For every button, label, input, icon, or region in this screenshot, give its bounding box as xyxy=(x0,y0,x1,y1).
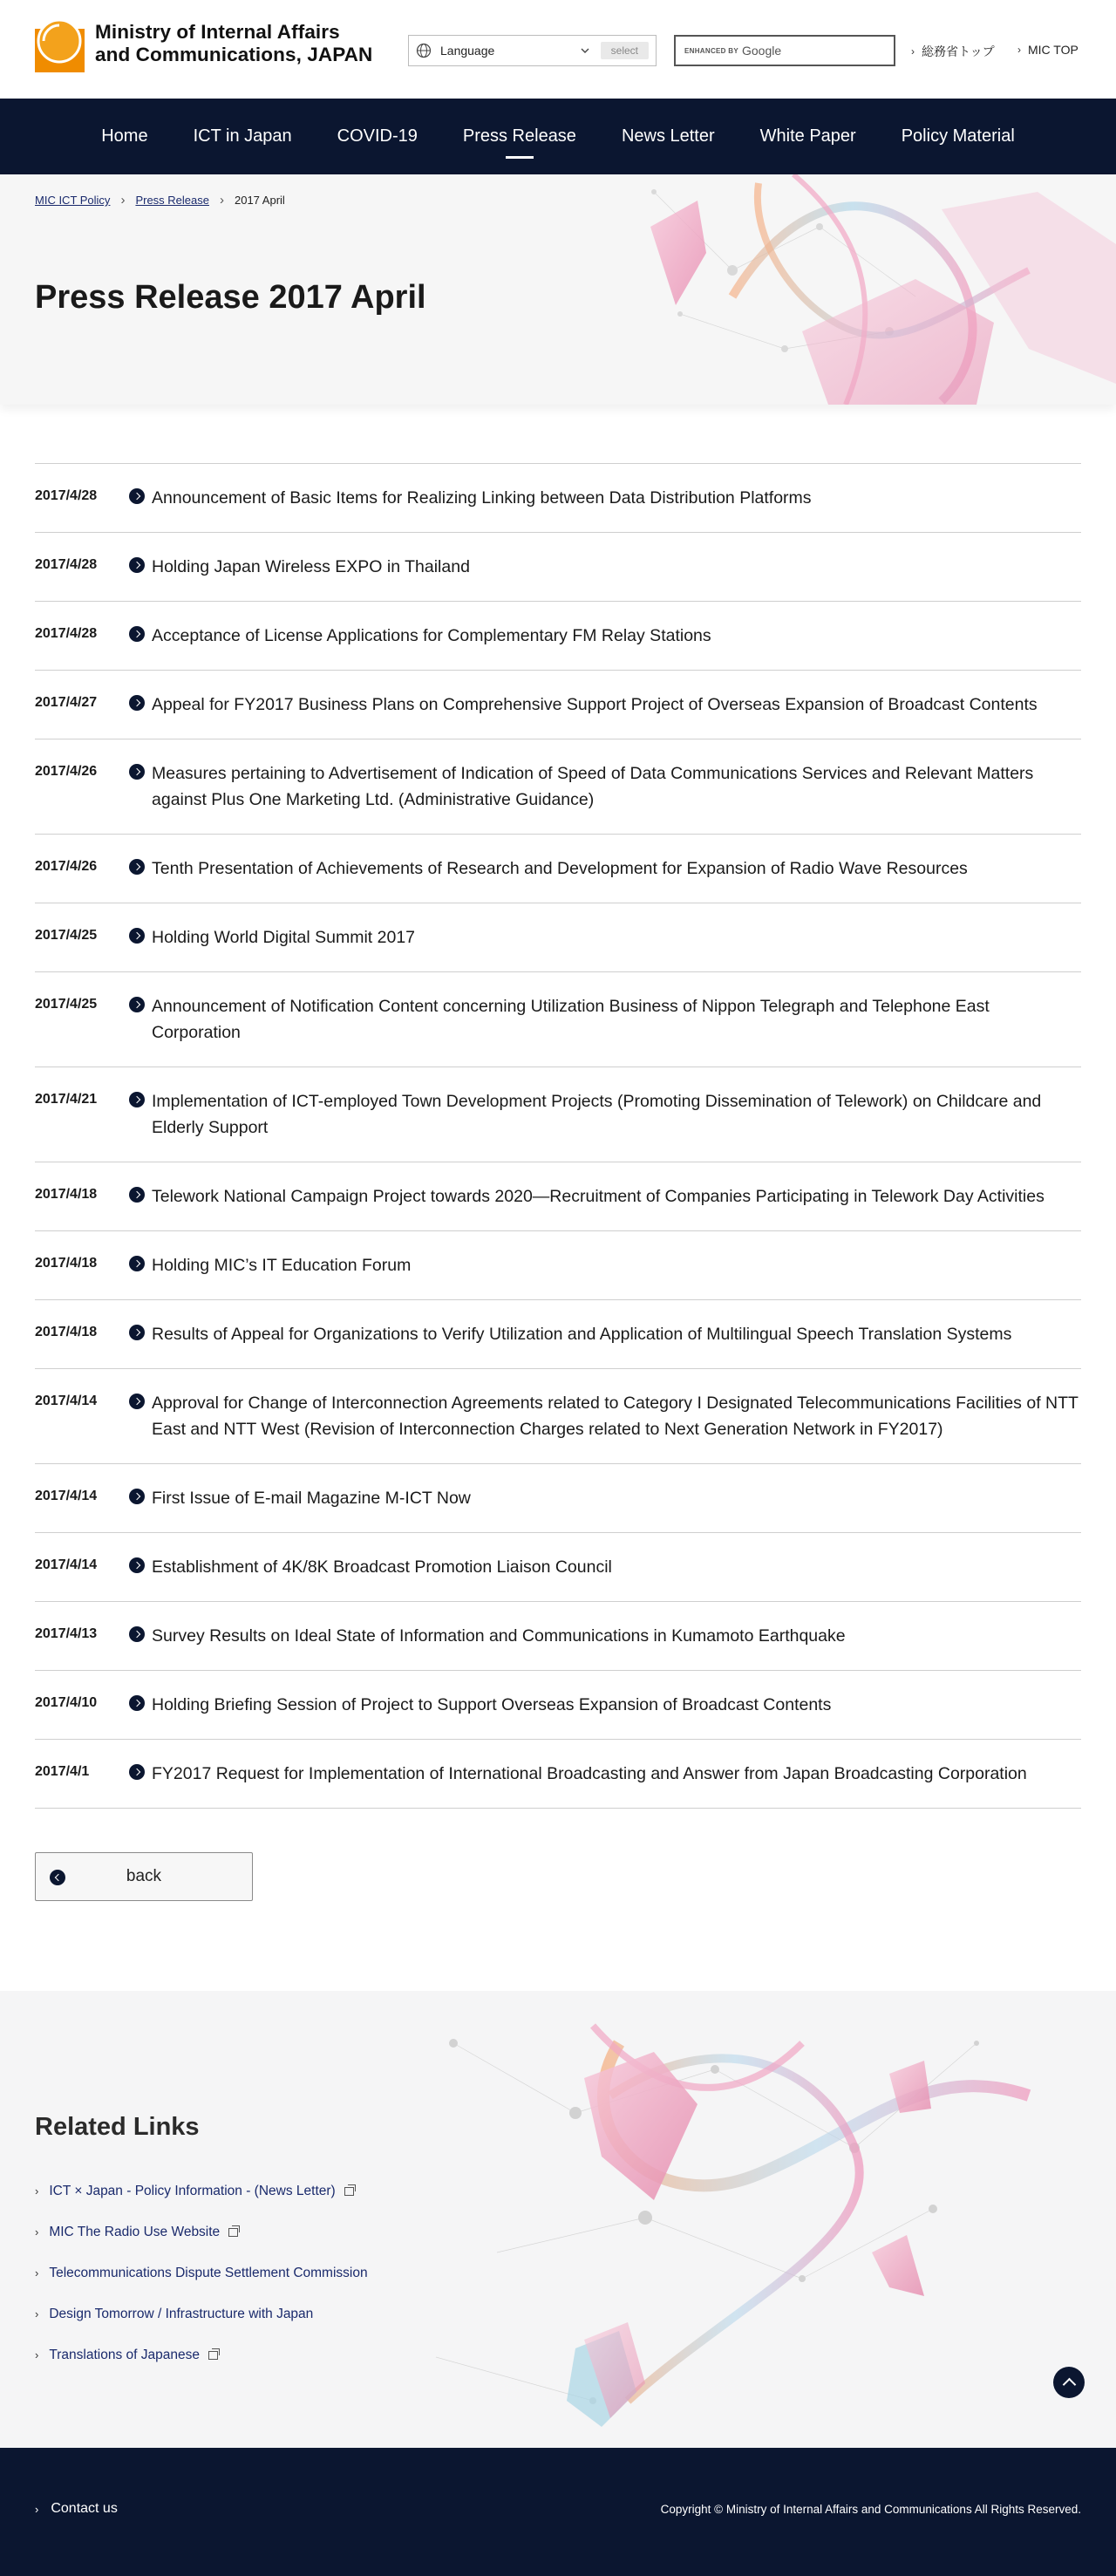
press-release-title-link[interactable]: Establishment of 4K/8K Broadcast Promotion Liaison Council xyxy=(152,1557,612,1577)
contact-us-label: Contact us xyxy=(51,2501,118,2516)
press-release-date: 2017/4/28 xyxy=(35,626,98,641)
chevron-right-icon xyxy=(129,626,145,642)
press-release-title-link[interactable]: Acceptance of License Applications for Complementary FM Relay Stations xyxy=(152,626,711,645)
chevron-right-icon xyxy=(129,1764,145,1780)
mic-top-link[interactable] xyxy=(1017,43,1079,57)
search-google-label: Google xyxy=(741,44,782,58)
press-release-title-link[interactable]: Approval for Change of Interconnection Agreements related to Category I Designated Telecommunications Facilities of NTT East and NTT West (Revision of Interconnection Charges related to Next Generation Network in FY2017) xyxy=(152,1394,1079,1439)
ministry-name-line2: and Communications, JAPAN xyxy=(95,44,373,65)
language-label: Language xyxy=(440,44,495,58)
press-release-title-link[interactable]: Implementation of ICT-employed Town Development Projects (Promoting Dissemination of Telework) on Childcare and Elderly Support xyxy=(152,1092,1042,1137)
press-release-row[interactable] xyxy=(35,1162,1081,1231)
nav-item-white-paper[interactable]: White Paper xyxy=(759,126,856,146)
breadcrumb-link-mic-ict-policy[interactable]: MIC ICT Policy xyxy=(35,194,111,207)
mic-logo[interactable] xyxy=(35,15,372,72)
press-release-date: 2017/4/25 xyxy=(35,928,98,943)
language-select-button[interactable]: select xyxy=(601,42,649,59)
chevron-left-icon xyxy=(50,1870,65,1885)
press-release-row[interactable] xyxy=(35,972,1081,1067)
chevron-right-icon xyxy=(129,695,145,711)
press-release-list xyxy=(35,463,1081,1809)
press-release-title-link[interactable]: Holding MIC’s IT Education Forum xyxy=(152,1256,412,1275)
site-footer xyxy=(0,2448,1116,2576)
press-release-row[interactable] xyxy=(35,903,1081,972)
press-release-date: 2017/4/21 xyxy=(35,1092,98,1107)
external-window-icon xyxy=(208,2351,218,2360)
ministry-name xyxy=(95,21,372,66)
language-selector[interactable] xyxy=(408,35,657,66)
chevron-right-icon: › xyxy=(1017,44,1021,56)
related-link-label: Design Tomorrow / Infrastructure with Japan xyxy=(49,2306,314,2321)
press-release-date: 2017/4/13 xyxy=(35,1626,98,1641)
press-release-date: 2017/4/26 xyxy=(35,859,98,874)
decorative-geometric-art-icon xyxy=(366,1991,1116,2448)
related-link-item[interactable] xyxy=(35,2293,368,2334)
chevron-right-icon: › xyxy=(35,2225,39,2239)
nav-item-policy-material[interactable]: Policy Material xyxy=(901,126,1015,146)
chevron-right-icon xyxy=(129,997,145,1012)
breadcrumb-current: 2017 April xyxy=(234,194,285,207)
breadcrumb xyxy=(35,193,285,208)
press-release-title-link[interactable]: Announcement of Basic Items for Realizing Linking between Data Distribution Platforms xyxy=(152,488,812,508)
breadcrumb-link-press-release[interactable]: Press Release xyxy=(135,194,209,207)
related-links-heading: Related Links xyxy=(35,2113,200,2141)
press-release-date: 2017/4/10 xyxy=(35,1695,98,1710)
back-button-wrap xyxy=(0,1809,1116,1991)
chevron-right-icon xyxy=(129,928,145,944)
press-release-title-link[interactable]: Holding World Digital Summit 2017 xyxy=(152,928,416,947)
press-release-title-link[interactable]: Telework National Campaign Project towards 2020—Recruitment of Companies Participating in Telework Day Activities xyxy=(152,1187,1045,1206)
press-release-row[interactable] xyxy=(35,1533,1081,1602)
press-release-title-link[interactable]: Survey Results on Ideal State of Information and Communications in Kumamoto Earthquake xyxy=(152,1626,846,1646)
external-window-icon xyxy=(344,2187,354,2196)
chevron-right-icon xyxy=(129,1557,145,1573)
related-link-item[interactable] xyxy=(35,2252,368,2293)
mic-top-label: MIC TOP xyxy=(1028,43,1079,57)
related-links-list xyxy=(35,2171,368,2375)
nav-item-news-letter[interactable]: News Letter xyxy=(621,126,715,146)
chevron-right-icon xyxy=(129,1489,145,1504)
chevron-right-icon: › xyxy=(35,2348,39,2361)
press-release-row[interactable] xyxy=(35,1300,1081,1369)
press-release-row[interactable] xyxy=(35,1231,1081,1300)
press-release-row[interactable] xyxy=(35,1369,1081,1464)
related-link-item[interactable] xyxy=(35,2334,368,2375)
press-release-row[interactable] xyxy=(35,835,1081,903)
copyright-text: Copyright © Ministry of Internal Affairs and Communications All Rights Reserved. xyxy=(660,2503,1081,2516)
press-release-row[interactable] xyxy=(35,739,1081,835)
external-window-icon xyxy=(228,2228,238,2237)
press-release-title-link[interactable]: Appeal for FY2017 Business Plans on Comprehensive Support Project of Overseas Expansion of Broadcast Contents xyxy=(152,695,1038,714)
press-release-date: 2017/4/26 xyxy=(35,764,98,779)
soumu-top-link[interactable] xyxy=(911,43,995,60)
chevron-right-icon: › xyxy=(35,2184,39,2198)
chevron-right-icon xyxy=(129,859,145,875)
chevron-right-icon: › xyxy=(35,2266,39,2280)
back-button[interactable] xyxy=(35,1852,253,1901)
press-release-title-link[interactable]: Announcement of Notification Content concerning Utilization Business of Nippon Telegraph and Telephone East Corporation xyxy=(152,997,990,1042)
global-nav xyxy=(0,99,1116,174)
globe-icon xyxy=(416,43,432,58)
press-release-date: 2017/4/28 xyxy=(35,488,98,503)
contact-us-link[interactable] xyxy=(35,2501,118,2517)
related-links-section xyxy=(0,1991,1116,2448)
chevron-right-icon xyxy=(129,488,145,504)
decorative-geometric-art-icon xyxy=(628,174,1116,405)
search-enhanced-label: ENHANCED BY xyxy=(684,46,738,55)
press-release-title-link[interactable]: Holding Japan Wireless EXPO in Thailand xyxy=(152,557,470,576)
chevron-right-icon xyxy=(129,1092,145,1107)
press-release-date: 2017/4/14 xyxy=(35,1489,98,1503)
press-release-date: 2017/4/18 xyxy=(35,1256,98,1271)
press-release-title-link[interactable]: Results of Appeal for Organizations to Verify Utilization and Application of Multilingual Speech Translation Systems xyxy=(152,1325,1012,1344)
related-link-label: Translations of Japanese xyxy=(49,2347,200,2362)
press-release-row[interactable] xyxy=(35,671,1081,739)
soumu-top-label: 総務省トップ xyxy=(922,44,995,58)
related-link-label: Telecommunications Dispute Settlement Commission xyxy=(49,2265,368,2280)
press-release-date: 2017/4/14 xyxy=(35,1557,98,1572)
press-release-row[interactable] xyxy=(35,1067,1081,1162)
press-release-date: 2017/4/18 xyxy=(35,1325,98,1339)
chevron-right-icon xyxy=(129,1695,145,1711)
related-link-item[interactable] xyxy=(35,2171,368,2211)
back-button-label: back xyxy=(126,1867,162,1885)
chevron-right-icon xyxy=(129,1325,145,1340)
chevron-right-icon xyxy=(129,764,145,780)
related-link-label: ICT × Japan - Policy Information - (News Letter) xyxy=(49,2183,336,2198)
chevron-right-icon xyxy=(129,1256,145,1271)
press-release-date: 2017/4/28 xyxy=(35,557,98,572)
chevron-right-icon xyxy=(129,557,145,573)
nav-item-press-release[interactable]: Press Release xyxy=(440,99,599,174)
chevron-right-icon: › xyxy=(35,2307,39,2320)
press-release-date: 2017/4/25 xyxy=(35,997,98,1012)
breadcrumb-separator-icon: › xyxy=(219,193,224,208)
press-release-title-link[interactable]: Holding Briefing Session of Project to Support Overseas Expansion of Broadcast Contents xyxy=(152,1695,832,1714)
press-release-date: 2017/4/1 xyxy=(35,1764,90,1779)
press-release-date: 2017/4/18 xyxy=(35,1187,98,1202)
press-release-row[interactable] xyxy=(35,1740,1081,1809)
breadcrumb-separator-icon: › xyxy=(120,193,126,208)
press-release-title-link[interactable]: First Issue of E-mail Magazine M-ICT Now xyxy=(152,1489,471,1508)
page-top-button[interactable] xyxy=(1053,2367,1085,2398)
ministry-name-line1: Ministry of Internal Affairs xyxy=(95,21,340,43)
press-release-list-section xyxy=(0,405,1116,1809)
press-release-row[interactable] xyxy=(35,1602,1081,1671)
press-release-date: 2017/4/14 xyxy=(35,1394,98,1408)
chevron-right-icon: › xyxy=(35,2502,39,2516)
chevron-right-icon xyxy=(129,1626,145,1642)
global-nav-list xyxy=(78,99,1038,174)
nav-item-home[interactable]: Home xyxy=(101,126,148,146)
press-release-row[interactable] xyxy=(35,602,1081,671)
page-title: Press Release 2017 April xyxy=(35,279,426,316)
press-release-title-link[interactable]: Measures pertaining to Advertisement of Indication of Speed of Data Communications Services and Relevant Matters against Plus One Marketing Ltd. (Administrative Guidance) xyxy=(152,764,1034,809)
nav-item-ict-in-japan[interactable]: ICT in Japan xyxy=(193,126,292,146)
press-release-title-link[interactable]: Tenth Presentation of Achievements of Research and Development for Expansion of Radio Wave Resources xyxy=(152,859,968,878)
related-link-item[interactable] xyxy=(35,2211,368,2252)
press-release-row[interactable] xyxy=(35,1671,1081,1740)
mic-logo-mark-icon xyxy=(35,15,85,72)
chevron-right-icon xyxy=(129,1187,145,1203)
site-header xyxy=(0,0,1116,99)
related-link-label: MIC The Radio Use Website xyxy=(49,2224,221,2239)
chevron-right-icon xyxy=(129,1394,145,1409)
press-release-date: 2017/4/27 xyxy=(35,695,98,710)
press-release-row[interactable] xyxy=(35,533,1081,602)
press-release-row[interactable] xyxy=(35,1464,1081,1533)
site-search-input[interactable] xyxy=(674,35,895,66)
chevron-right-icon: › xyxy=(911,45,915,58)
nav-item-covid-19[interactable]: COVID-19 xyxy=(337,126,418,146)
page-hero xyxy=(0,174,1116,405)
press-release-row[interactable] xyxy=(35,464,1081,533)
chevron-down-icon xyxy=(580,45,590,56)
press-release-title-link[interactable]: FY2017 Request for Implementation of International Broadcasting and Answer from Japan Broadcasting Corporation xyxy=(152,1764,1027,1783)
